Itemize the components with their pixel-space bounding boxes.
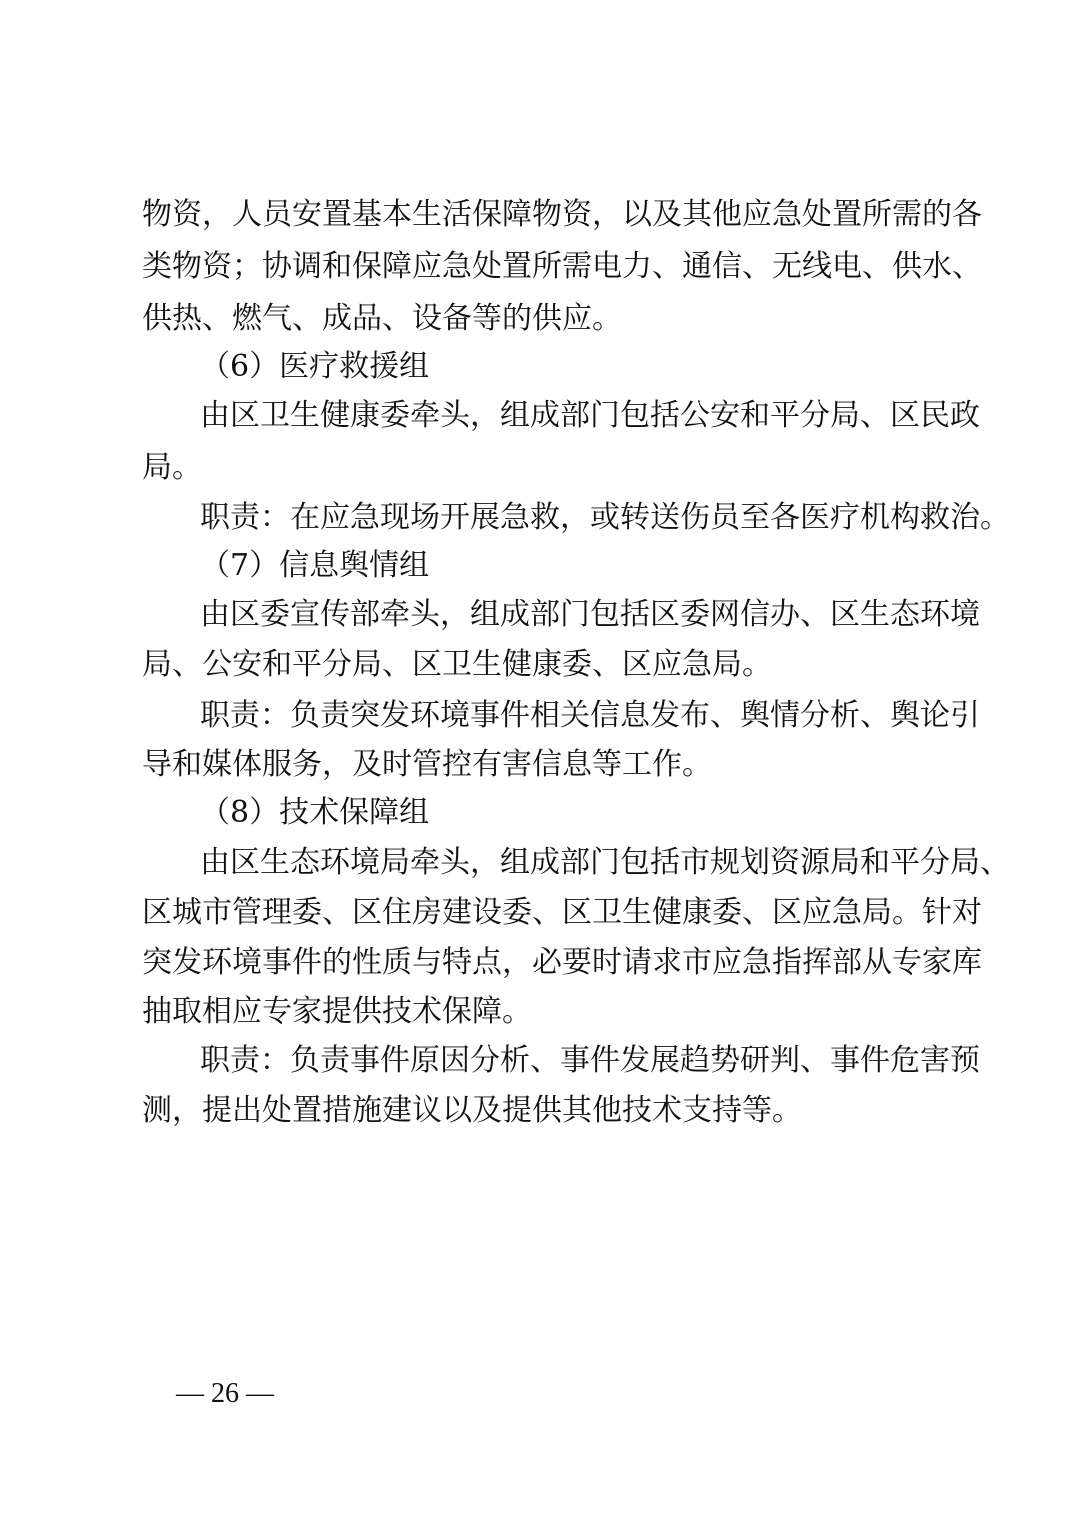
text-line: 物资，人员安置基本生活保障物资，以及其他应急处置所需的各 (142, 197, 982, 232)
text-line: 突发环境事件的性质与特点，必要时请求市应急指挥部从专家库 (142, 945, 982, 980)
text-line: 导和媒体服务，及时管控有害信息等工作。 (142, 747, 712, 782)
text-line: 抽取相应专家提供技术保障。 (142, 994, 532, 1029)
text-line: 局。 (142, 450, 202, 485)
responsibility-line: 职责：在应急现场开展急救，或转送伤员至各医疗机构救治。 (200, 500, 1010, 535)
text-line: 供热、燃气、成品、设备等的供应。 (142, 301, 622, 336)
text-line: 测，提出处置措施建议以及提供其他技术支持等。 (142, 1093, 802, 1128)
responsibility-line: 职责：负责事件原因分析、事件发展趋势研判、事件危害预 (200, 1043, 980, 1078)
text-line: 由区卫生健康委牵头，组成部门包括公安和平分局、区民政 (200, 398, 980, 433)
text-line: 由区生态环境局牵头，组成部门包括市规划资源局和平分局、 (200, 845, 1010, 880)
text-line: 类物资；协调和保障应急处置所需电力、通信、无线电、供水、 (142, 249, 982, 284)
text-line: 区城市管理委、区住房建设委、区卫生健康委、区应急局。针对 (142, 895, 982, 930)
section-heading-7: （7）信息舆情组 (200, 548, 430, 583)
section-heading-8: （8）技术保障组 (200, 795, 430, 830)
text-line: 由区委宣传部牵头，组成部门包括区委网信办、区生态环境 (200, 597, 980, 632)
section-heading-6: （6）医疗救援组 (200, 349, 430, 384)
page-number: — 26 — (176, 1378, 274, 1409)
responsibility-line: 职责：负责突发环境事件相关信息发布、舆情分析、舆论引 (200, 698, 980, 733)
text-line: 局、公安和平分局、区卫生健康委、区应急局。 (142, 647, 772, 682)
